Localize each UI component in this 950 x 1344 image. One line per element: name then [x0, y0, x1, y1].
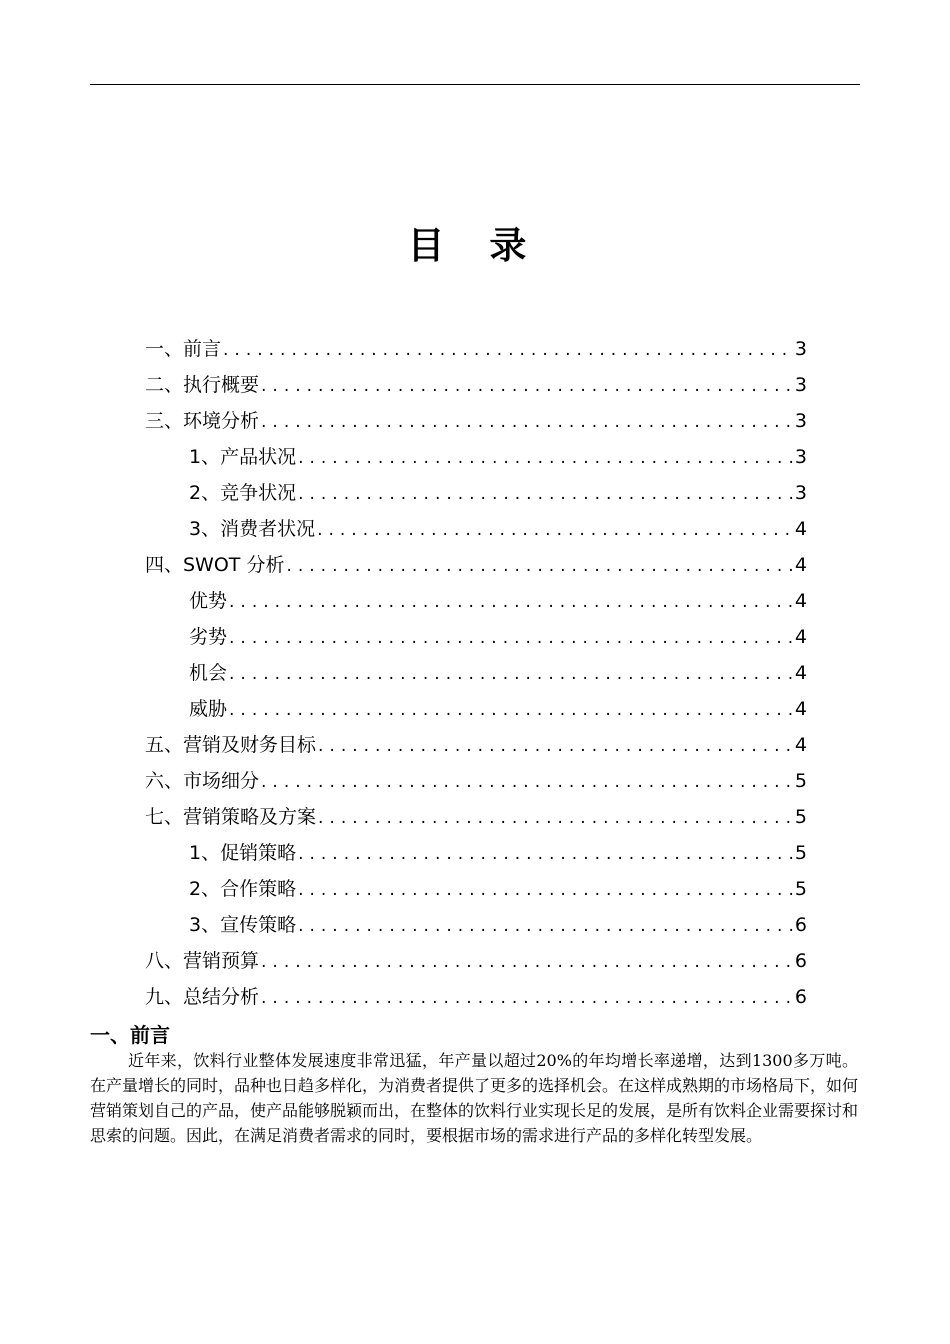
toc-entry-label: 机会 — [189, 662, 228, 684]
toc-dot-leader — [229, 620, 793, 656]
toc-title: 目 录 — [407, 223, 543, 267]
toc-entry[interactable] — [145, 979, 807, 1015]
toc-entry-page: 4 — [794, 662, 807, 684]
toc-entry-page: 5 — [794, 770, 807, 792]
toc-entry[interactable] — [145, 907, 807, 943]
toc-entry-label: 3、宣传策略 — [189, 914, 297, 936]
toc-entry[interactable] — [145, 583, 807, 619]
toc-entry-label: 八、营销预算 — [145, 950, 260, 972]
toc-entry[interactable] — [145, 439, 807, 475]
toc-entry-label: 劣势 — [189, 626, 228, 648]
toc-entry[interactable] — [145, 403, 807, 439]
toc-entry-label: 九、总结分析 — [145, 986, 260, 1008]
toc-entry[interactable] — [145, 871, 807, 907]
toc-entry-label: 六、市场细分 — [145, 770, 260, 792]
toc-entry-label: 七、营销策略及方案 — [145, 806, 317, 828]
toc-dot-leader — [229, 692, 793, 728]
toc-entry-page: 3 — [794, 410, 807, 432]
toc-entry[interactable] — [145, 367, 807, 403]
toc-entry[interactable] — [145, 475, 807, 511]
toc-dot-leader — [286, 548, 792, 584]
toc-entry-page: 4 — [794, 554, 807, 576]
toc-dot-leader — [261, 944, 793, 980]
toc-entry-label: 二、执行概要 — [145, 374, 260, 396]
toc-dot-leader — [223, 332, 793, 368]
toc-entry[interactable] — [145, 727, 807, 763]
toc-entry-label: 3、消费者状况 — [189, 518, 316, 540]
toc-entry[interactable] — [145, 763, 807, 799]
body-paragraph: 近年来，饮料行业整体发展速度非常迅猛，年产量以超过20%的年均增长率递增，达到1300多万吨。在产量增长的同时，品种也日趋多样化，为消费者提供了更多的选择机会。在这样成熟期的市场格局下，如何营销策划自己的产品，使产品能够脱颖而出，在整体的饮料行业实现长足的发展，是所有饮料企业需要探讨和思索的问题。因此，在满足消费者需求的同时，要根据市场的需求进行产品的多样化转型发展。 — [90, 1051, 859, 1145]
toc-entry-page: 5 — [794, 842, 807, 864]
toc-entry-label: 1、产品状况 — [189, 446, 297, 468]
toc-entry[interactable] — [145, 691, 807, 727]
toc-entry[interactable] — [145, 799, 807, 835]
toc-entry-label: 2、竞争状况 — [189, 482, 297, 504]
toc-dot-leader — [317, 512, 793, 548]
toc-entry-page: 4 — [794, 590, 807, 612]
toc-entry-label: 四、SWOT 分析 — [145, 554, 285, 576]
toc-entry[interactable] — [145, 655, 807, 691]
toc-entry-label: 1、促销策略 — [189, 842, 297, 864]
toc-entry-page: 3 — [794, 446, 807, 468]
toc-dot-leader — [261, 368, 793, 404]
toc-dot-leader — [318, 800, 793, 836]
toc-entry-page: 5 — [794, 878, 807, 900]
table-of-contents — [145, 331, 807, 1015]
toc-entry-page: 3 — [794, 338, 807, 360]
toc-entry-label: 威胁 — [189, 698, 228, 720]
toc-entry[interactable] — [145, 331, 807, 367]
toc-dot-leader — [261, 980, 793, 1016]
toc-entry-label: 三、环境分析 — [145, 410, 260, 432]
toc-dot-leader — [298, 836, 793, 872]
toc-entry[interactable] — [145, 943, 807, 979]
toc-entry-label: 一、前言 — [145, 338, 222, 360]
toc-entry-page: 6 — [794, 950, 807, 972]
toc-entry-page: 4 — [794, 518, 807, 540]
toc-entry-page: 4 — [794, 734, 807, 756]
toc-dot-leader — [261, 764, 793, 800]
toc-entry-page: 4 — [794, 626, 807, 648]
toc-dot-leader — [298, 908, 793, 944]
toc-entry-label: 2、合作策略 — [189, 878, 297, 900]
toc-dot-leader — [261, 404, 793, 440]
toc-dot-leader — [229, 656, 793, 692]
toc-dot-leader — [298, 440, 793, 476]
toc-entry[interactable] — [145, 511, 807, 547]
toc-entry-label: 五、营销及财务目标 — [145, 734, 317, 756]
toc-entry-label: 优势 — [189, 590, 228, 612]
toc-dot-leader — [318, 728, 793, 764]
toc-entry[interactable] — [145, 547, 807, 583]
toc-entry-page: 3 — [794, 374, 807, 396]
toc-dot-leader — [229, 584, 793, 620]
toc-entry-page: 6 — [794, 986, 807, 1008]
toc-entry-page: 3 — [794, 482, 807, 504]
header-rule — [90, 84, 860, 85]
toc-dot-leader — [298, 476, 793, 512]
toc-entry[interactable] — [145, 835, 807, 871]
toc-entry[interactable] — [145, 619, 807, 655]
section-heading: 一、前言 — [90, 1023, 170, 1047]
toc-entry-page: 4 — [794, 698, 807, 720]
toc-dot-leader — [298, 872, 793, 908]
toc-entry-page: 5 — [794, 806, 807, 828]
toc-entry-page: 6 — [794, 914, 807, 936]
